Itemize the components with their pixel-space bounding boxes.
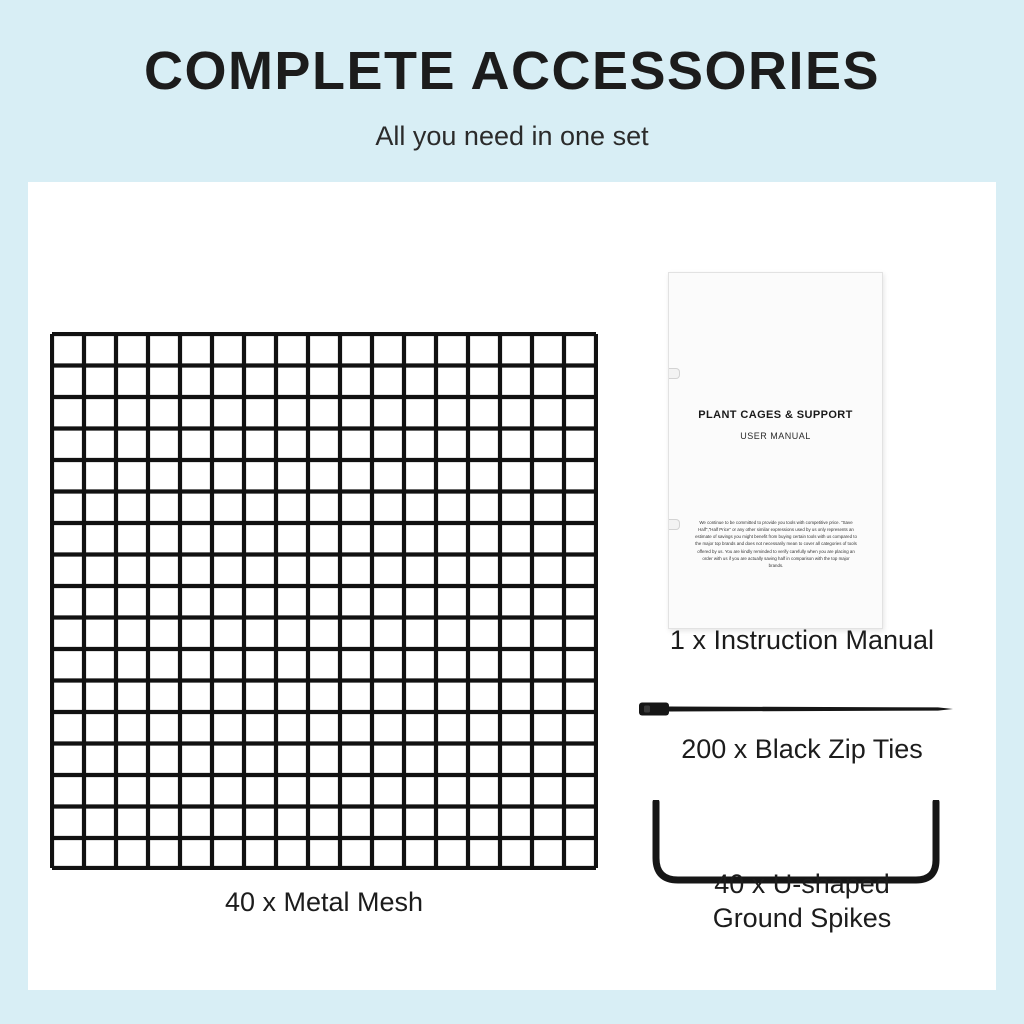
ground-spikes-caption (608, 868, 996, 936)
manual-sheet (668, 272, 883, 629)
manual-body-text: We continue to be committed to provide you tools with competitive price. "Save Half","Half Price" or any other similar expressions used by us only represents an estimate of savings you might benefit from buying certain tools with us compared to the major top brands and does not necessarily mean to cover all categories of tools offered by us. You are kindly reminded to verify carefully when you are placing an order with us if you are actually saving half in comparison with the top major brands. (695, 520, 857, 568)
metal-mesh-caption: 40 x Metal Mesh (224, 887, 424, 917)
header (0, 0, 1024, 182)
mesh-grid-svg (50, 332, 598, 870)
metal-mesh-illustration (50, 332, 598, 870)
manual-subtitle: USER MANUAL (740, 431, 811, 441)
ground-spikes-caption-line1: 40 x U-shaped (714, 869, 890, 899)
page-subtitle: All you need in one set (375, 121, 649, 151)
page-title: COMPLETE ACCESSORIES (143, 41, 881, 101)
instruction-manual-illustration (668, 272, 881, 627)
manual-title: PLANT CAGES & SUPPORT (698, 409, 853, 421)
content-card (28, 182, 996, 990)
zip-ties-caption: 200 x Black Zip Ties (681, 734, 923, 764)
ground-spikes-caption-line2: Ground Spikes (712, 902, 892, 933)
zip-tie-illustration (638, 694, 958, 724)
zip-tie-svg (638, 694, 958, 724)
instruction-manual-caption: 1 x Instruction Manual (669, 625, 935, 655)
